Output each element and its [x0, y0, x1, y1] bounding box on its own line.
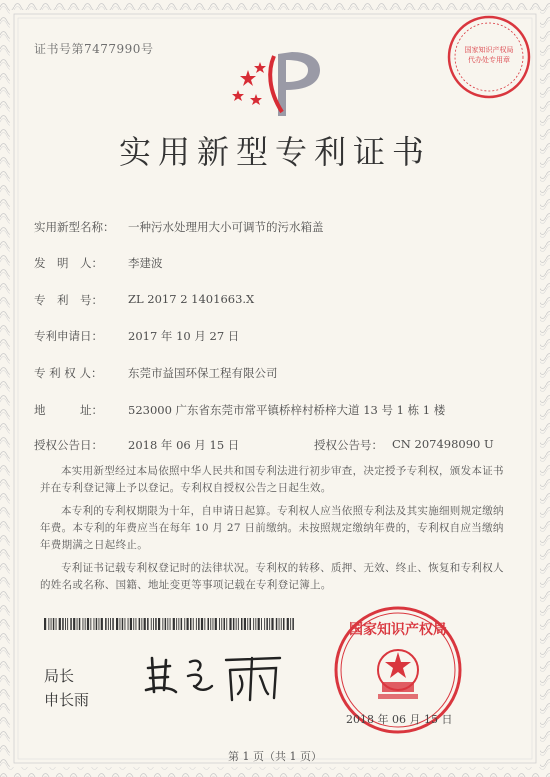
barcode-bar — [130, 618, 132, 630]
barcode-bar — [87, 618, 89, 630]
barcode-bar — [108, 618, 109, 630]
barcode-bar — [196, 618, 197, 630]
name-value: 一种污水处理用大小可调节的污水箱盖 — [128, 220, 324, 234]
grant-date-label: 授权公告日： — [34, 438, 103, 452]
certificate-title: 实用新型专利证书 — [118, 133, 431, 171]
barcode-bar — [77, 618, 78, 630]
grant-number-value: CN 207498090 U — [392, 437, 494, 451]
barcode-bar — [190, 618, 192, 630]
barcode-bar — [67, 618, 68, 630]
barcode-bar — [241, 618, 243, 630]
page-number: 第 1 页（共 1 页） — [228, 750, 322, 763]
director-name: 申长雨 — [44, 691, 90, 709]
barcode-bar — [204, 618, 205, 630]
barcode-bar — [62, 618, 64, 630]
barcode-bar — [281, 618, 282, 630]
barcode-bar — [155, 618, 157, 630]
barcode-bar — [44, 618, 46, 630]
barcode-bar — [198, 618, 200, 630]
barcode-bar — [279, 618, 280, 630]
barcode-bar — [261, 618, 262, 630]
barcode-bar — [65, 618, 66, 630]
barcode-bar — [101, 618, 103, 630]
barcode-bar — [283, 618, 285, 630]
barcode — [44, 618, 296, 630]
svg-text:代办处专用章: 代办处专用章 — [468, 56, 510, 64]
svg-text:国家知识产权局: 国家知识产权局 — [349, 622, 447, 638]
barcode-bar — [238, 618, 239, 630]
barcode-bar — [276, 618, 278, 630]
certificate-body — [40, 463, 508, 594]
barcode-bar — [116, 618, 118, 630]
barcode-bar — [176, 618, 177, 630]
barcode-bar — [83, 618, 84, 630]
barcode-bar — [258, 618, 260, 630]
barcode-bar — [253, 618, 254, 630]
barcode-bar — [56, 618, 57, 630]
barcode-bar — [110, 618, 111, 630]
barcode-bar — [264, 618, 265, 630]
barcode-bar — [210, 618, 211, 630]
inventor-value: 李建波 — [128, 256, 163, 270]
barcode-bar — [266, 618, 268, 630]
patent-number-value: ZL 2017 2 1401663.X — [128, 292, 255, 306]
barcode-bar — [162, 618, 163, 630]
paragraph-register: 专利证书记载专利权登记时的法律状况。专利权的转移、质押、无效、终止、恢复和专利权人的姓名或名称、国籍、地址变更等事项记载在专利登记簿上。 — [40, 562, 504, 591]
barcode-bar — [105, 618, 107, 630]
name-label: 实用新型名称： — [34, 220, 115, 234]
director-title: 局长 — [44, 667, 75, 685]
barcode-bar — [70, 618, 72, 630]
barcode-bar — [290, 618, 291, 630]
barcode-bar — [181, 618, 183, 630]
barcode-bar — [59, 618, 61, 630]
barcode-bar — [158, 618, 160, 630]
barcode-bar — [215, 618, 217, 630]
filing-date-value: 2017 年 10 月 27 日 — [128, 329, 240, 343]
barcode-bar — [170, 618, 171, 630]
barcode-bar — [213, 618, 214, 630]
barcode-bar — [233, 618, 235, 630]
barcode-bar — [151, 618, 152, 630]
barcode-bar — [122, 618, 124, 630]
paragraph-grant: 本实用新型经过本局依照中华人民共和国专利法进行初步审查，决定授予专利权，颁发本证书并在专利登记簿上予以登记。专利权自授权公告之日起生效。 — [40, 465, 504, 494]
barcode-bar — [165, 618, 167, 630]
seal-date: 2018 年 06 月 15 日 — [346, 713, 453, 726]
director-signature — [140, 648, 290, 708]
barcode-bar — [51, 618, 52, 630]
barcode-bar — [125, 618, 126, 630]
barcode-bar — [208, 618, 210, 630]
barcode-bar — [224, 618, 226, 630]
patent-office-logo — [228, 50, 324, 120]
barcode-bar — [99, 618, 100, 630]
barcode-bar — [147, 618, 149, 630]
barcode-bar — [112, 618, 114, 630]
barcode-bar — [219, 618, 220, 630]
barcode-bar — [229, 618, 231, 630]
barcode-bar — [120, 618, 121, 630]
barcode-bar — [94, 618, 95, 630]
barcode-bar — [201, 618, 203, 630]
barcode-bar — [187, 618, 189, 630]
paragraph-term: 本专利的专利权期限为十年，自申请日起算。专利权人应当依照专利法及其实施细则规定缴纳年费。本专利的年费应当在每年 10 月 27 日前缴纳。未按照规定缴纳年费的，专利权自应当缴纳年费期满之日起终止。 — [40, 505, 504, 551]
barcode-bar — [141, 618, 142, 630]
patent-number-label: 专 利 号： — [34, 293, 103, 307]
barcode-bar — [292, 618, 294, 630]
barcode-bar — [184, 618, 185, 630]
barcode-bar — [79, 618, 81, 630]
barcode-bar — [236, 618, 237, 630]
barcode-bar — [250, 618, 252, 630]
patentee-value: 东莞市益国环保工程有限公司 — [128, 366, 278, 380]
barcode-bar — [287, 618, 289, 630]
address-value: 523000 广东省东莞市常平镇桥梓村桥梓大道 13 号 1 栋 1 楼 — [128, 403, 446, 417]
barcode-bar — [96, 618, 98, 630]
grant-number-label: 授权公告号： — [314, 438, 383, 452]
barcode-bar — [247, 618, 248, 630]
certificate-number: 证书号第7477990号 — [34, 42, 154, 56]
barcode-bar — [90, 618, 91, 630]
barcode-bar — [53, 618, 55, 630]
svg-text:国家知识产权局: 国家知识产权局 — [464, 46, 514, 54]
barcode-bar — [178, 618, 179, 630]
barcode-bar — [244, 618, 246, 630]
barcode-bar — [167, 618, 168, 630]
grant-date-value: 2018 年 06 月 15 日 — [128, 438, 240, 452]
patentee-label: 专 利 权 人： — [34, 366, 103, 380]
barcode-bar — [128, 618, 129, 630]
barcode-bar — [73, 618, 75, 630]
barcode-bar — [271, 618, 273, 630]
barcode-bar — [269, 618, 270, 630]
barcode-bar — [85, 618, 86, 630]
barcode-bar — [133, 618, 134, 630]
barcode-bar — [153, 618, 154, 630]
filing-date-label: 专利申请日： — [34, 329, 103, 343]
barcode-bar — [144, 618, 146, 630]
barcode-bar — [255, 618, 256, 630]
barcode-bar — [139, 618, 141, 630]
inventor-label: 发 明 人： — [34, 256, 103, 270]
address-label: 地 址： — [34, 403, 103, 417]
agency-stamp — [446, 14, 532, 100]
barcode-bar — [221, 618, 222, 630]
barcode-bar — [48, 618, 49, 630]
barcode-bar — [173, 618, 175, 630]
barcode-bar — [193, 618, 194, 630]
barcode-bar — [226, 618, 227, 630]
barcode-bar — [136, 618, 137, 630]
